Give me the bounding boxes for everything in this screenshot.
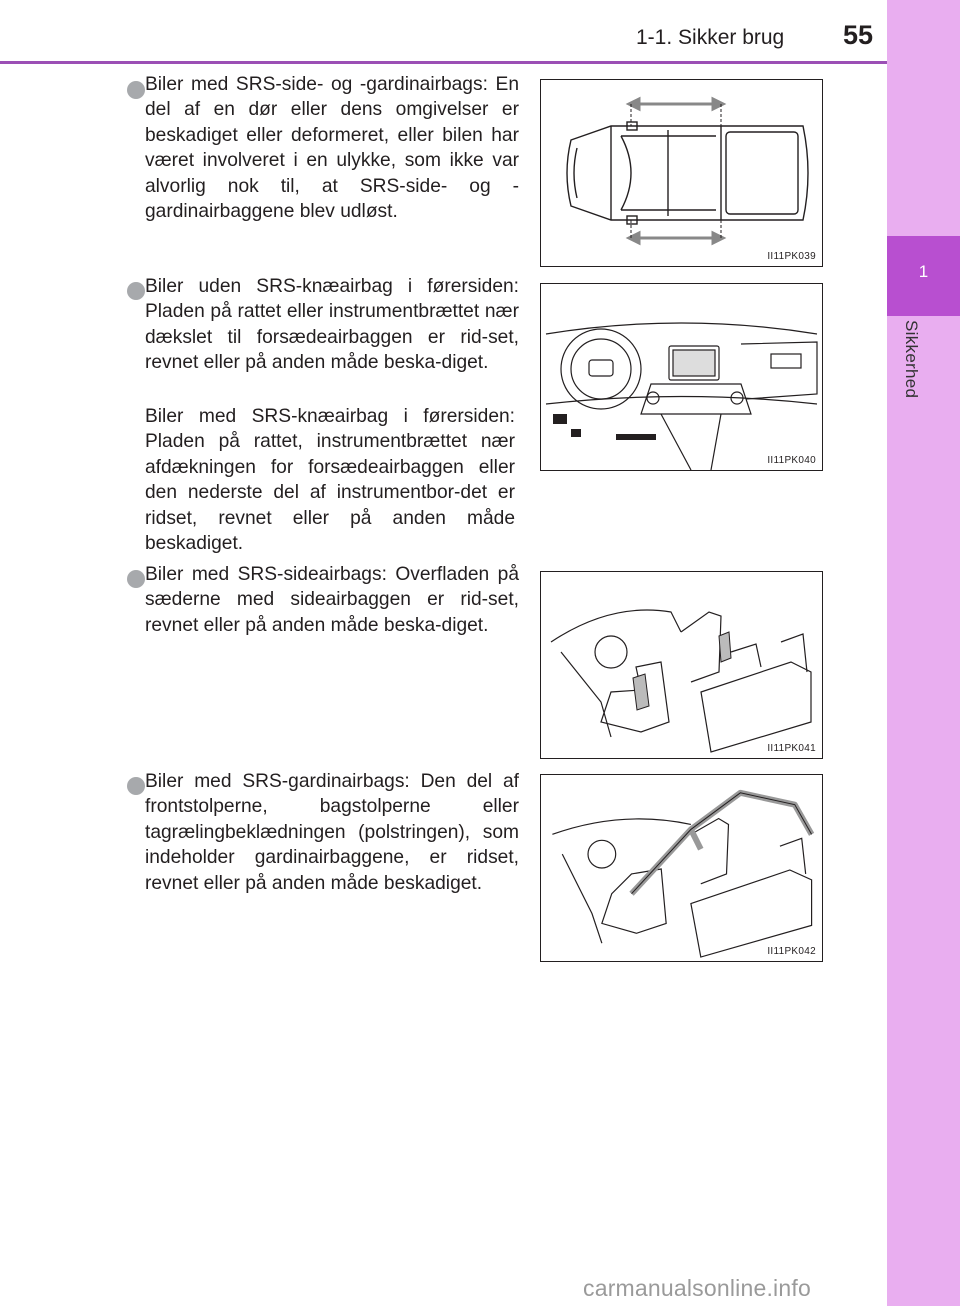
item-2-text: Biler uden SRS-knæairbag i førersiden: Pladen på rattet eller instrumentbrættet nær dækslet til forsædeairbaggen er rid-set, revnet eller på anden måde beska-diget. <box>145 276 519 374</box>
item-1-text: Biler med SRS-side- og -gardinairbags: En del af en dør eller dens omgivelser er beskadiget eller deformeret, eller bilen har været involveret i en ulykke, som ikke var alvorlig nok til, at SRS-side- og -gardinairbaggene blev udløst. <box>145 74 519 223</box>
curtain-airbag-illustration <box>541 775 822 961</box>
bullet-icon <box>127 777 145 795</box>
figure-seats <box>540 571 823 759</box>
seats-side-airbag-illustration <box>541 572 822 758</box>
figure-code: II11PK040 <box>767 455 816 466</box>
car-top-view-illustration <box>541 80 822 266</box>
chapter-number-tab[interactable]: 1 <box>887 236 960 316</box>
figure-code: II11PK041 <box>767 743 816 754</box>
header-rule <box>0 61 887 64</box>
section-title: 1-1. Sikker brug <box>636 26 785 49</box>
chapter-sidebar <box>887 0 960 1306</box>
figure-code: II11PK042 <box>767 946 816 957</box>
bullet-icon <box>127 570 145 588</box>
item-3-text: Biler med SRS-sideairbags: Overfladen på sæderne med sideairbaggen er rid-set, revnet eller på anden måde beska-diget. <box>145 564 519 636</box>
item-4-text: Biler med SRS-gardinairbags: Den del af frontstolperne, bagstolperne eller tagrælingbeklædningen (polstringen), som indeholder gardinairbaggene, er ridset, revnet eller på anden måde beskadiget. <box>145 771 519 894</box>
bullet-icon <box>127 282 145 300</box>
page-number: 55 <box>843 20 874 50</box>
item-2-subtext: Biler med SRS-knæairbag i førersiden: Pladen på rattet, instrumentbrættet nær afdækningen for forsædeairbaggen eller den nederste del af instrumentbor-det er ridset, revnet eller på anden måde beskadiget. <box>145 406 515 555</box>
figure-code: II11PK039 <box>767 251 816 262</box>
dashboard-illustration <box>541 284 822 470</box>
figure-curtain <box>540 774 823 962</box>
bullet-icon <box>127 81 145 99</box>
figure-dashboard <box>540 283 823 471</box>
watermark-text: carmanualsonline.info <box>583 1275 811 1301</box>
figure-car-top-view <box>540 79 823 267</box>
chapter-title: Sikkerhed <box>902 320 921 399</box>
